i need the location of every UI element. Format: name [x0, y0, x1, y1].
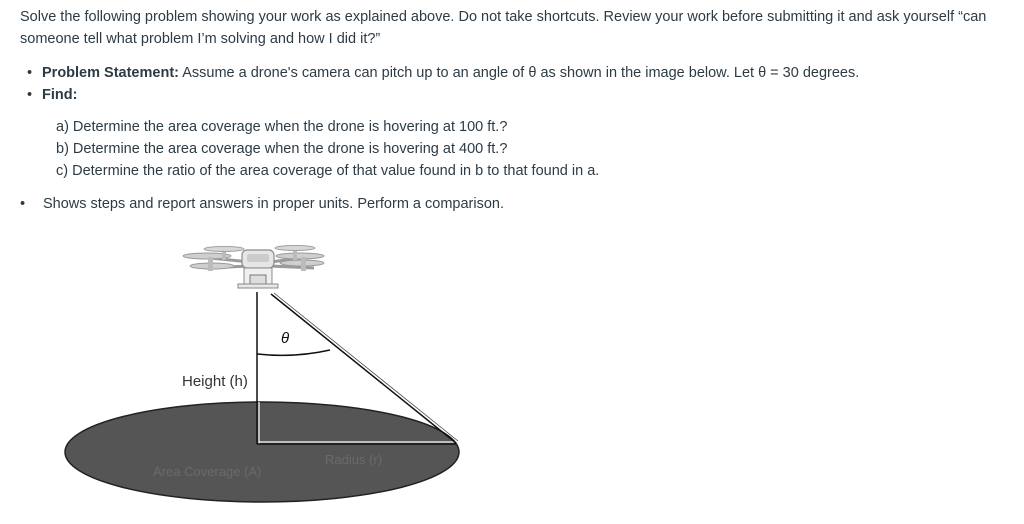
question-part-a: a) Determine the area coverage when the drone is hovering at 100 ft.?	[56, 119, 508, 135]
question-part-c: c) Determine the ratio of the area coverage of that value found in b to that found in a.	[56, 163, 600, 179]
bullet-dot: •	[20, 196, 26, 212]
theta-arc	[257, 350, 330, 355]
problem-statement-text: Assume a drone's camera can pitch up to an angle of θ as shown in the image below. Let θ = 30 degrees.	[178, 65, 860, 81]
question-part-b: b) Determine the area coverage when the drone is hovering at 400 ft.?	[56, 141, 508, 157]
shows-steps-text: Shows steps and report answers in proper units. Perform a comparison.	[43, 196, 504, 212]
radius-label: Radius (r)	[325, 452, 383, 467]
height-label: Height (h)	[182, 373, 248, 390]
area-coverage-label: Area Coverage (A)	[153, 464, 262, 479]
theta-label: θ	[281, 330, 290, 347]
area-coverage-ellipse	[65, 402, 459, 502]
find-label: Find:	[42, 87, 78, 103]
instructions-paragraph: Solve the following problem showing your work as explained above. Do not take shortcuts. Review your work before submitting it and ask yourself “can someone tell what problem I’m solving and how I did it?”	[20, 9, 987, 47]
problem-statement-label: Problem Statement:	[42, 65, 179, 81]
drone-icon	[183, 246, 324, 289]
